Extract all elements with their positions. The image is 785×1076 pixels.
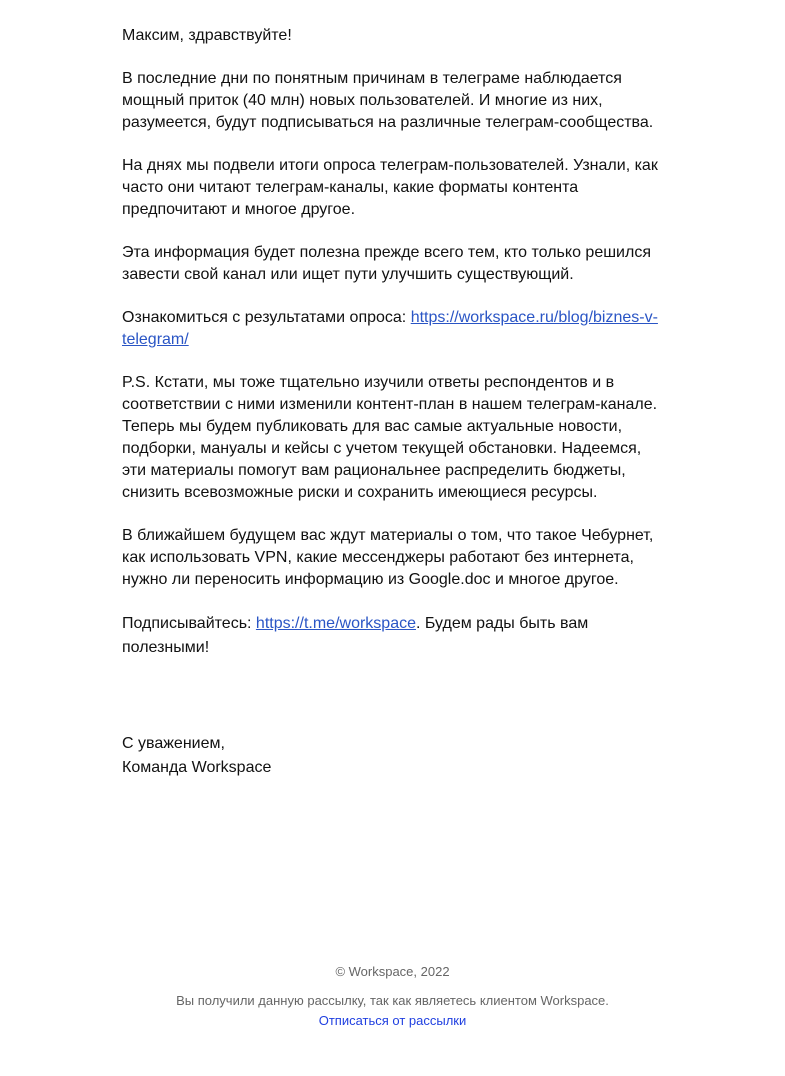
survey-paragraph: На днях мы подвели итоги опроса телеграм-пользователей. Узнали, как часто они читают телеграм-каналы, какие форматы контента предпочитают и многое другое. <box>122 157 658 218</box>
survey-results-link[interactable]: https://workspace.ru/blog/biznes-v-telegram/ <box>122 309 658 348</box>
signature <box>122 732 271 780</box>
telegram-channel-link[interactable]: https://t.me/workspace <box>255 615 416 632</box>
unsubscribe-link[interactable]: Отписаться от рассылки <box>318 1013 467 1028</box>
subscribe-paragraph <box>122 612 662 660</box>
subscribe-label: Подписывайтесь: <box>122 615 256 632</box>
signoff-text: С уважением, <box>122 735 225 752</box>
subscribe-suffix: . Будем рады быть вам полезными! <box>122 615 589 656</box>
ps-paragraph: P.S. Кстати, мы тоже тщательно изучили ответы респондентов и в соответствии с ними изменили контент-план в нашем телеграм-канале. Теперь мы будем публиковать для вас самые актуальные новости, подборки, мануалы и кейсы с учетом текущей обстановки. Надеемся, эти материалы помогут вам рациональнее распределить бюджеты, снизить всевозможные риски и сохранить имеющиеся ресурсы. <box>122 374 658 501</box>
email-body <box>122 25 662 681</box>
results-label: Ознакомиться с результатами опроса: <box>122 309 411 326</box>
intro-paragraph: В последние дни по понятным причинам в телеграме наблюдается мощный приток (40 млн) новых пользователей. И многие из них, разумеется, будут подписываться на различные телеграм-сообщества. <box>122 70 654 131</box>
copyright-text: © Workspace, 2022 <box>335 964 450 979</box>
subscription-reason-text: Вы получили данную рассылку, так как являетесь клиентом Workspace. <box>176 993 609 1008</box>
usefulness-paragraph: Эта информация будет полезна прежде всего тем, кто только решился завести свой канал или ищет пути улучшить существующий. <box>122 244 651 283</box>
unsubscribe-wrapper <box>0 1012 785 1030</box>
greeting: Максим, здравствуйте! <box>122 27 292 44</box>
future-materials-paragraph: В ближайшем будущем вас ждут материалы о том, что такое Чебурнет, как использовать VPN, какие мессенджеры работают без интернета, нужно ли переносить информацию из Google.doc и многое другое. <box>122 527 654 588</box>
team-name: Команда Workspace <box>122 759 272 776</box>
results-paragraph <box>122 307 662 351</box>
